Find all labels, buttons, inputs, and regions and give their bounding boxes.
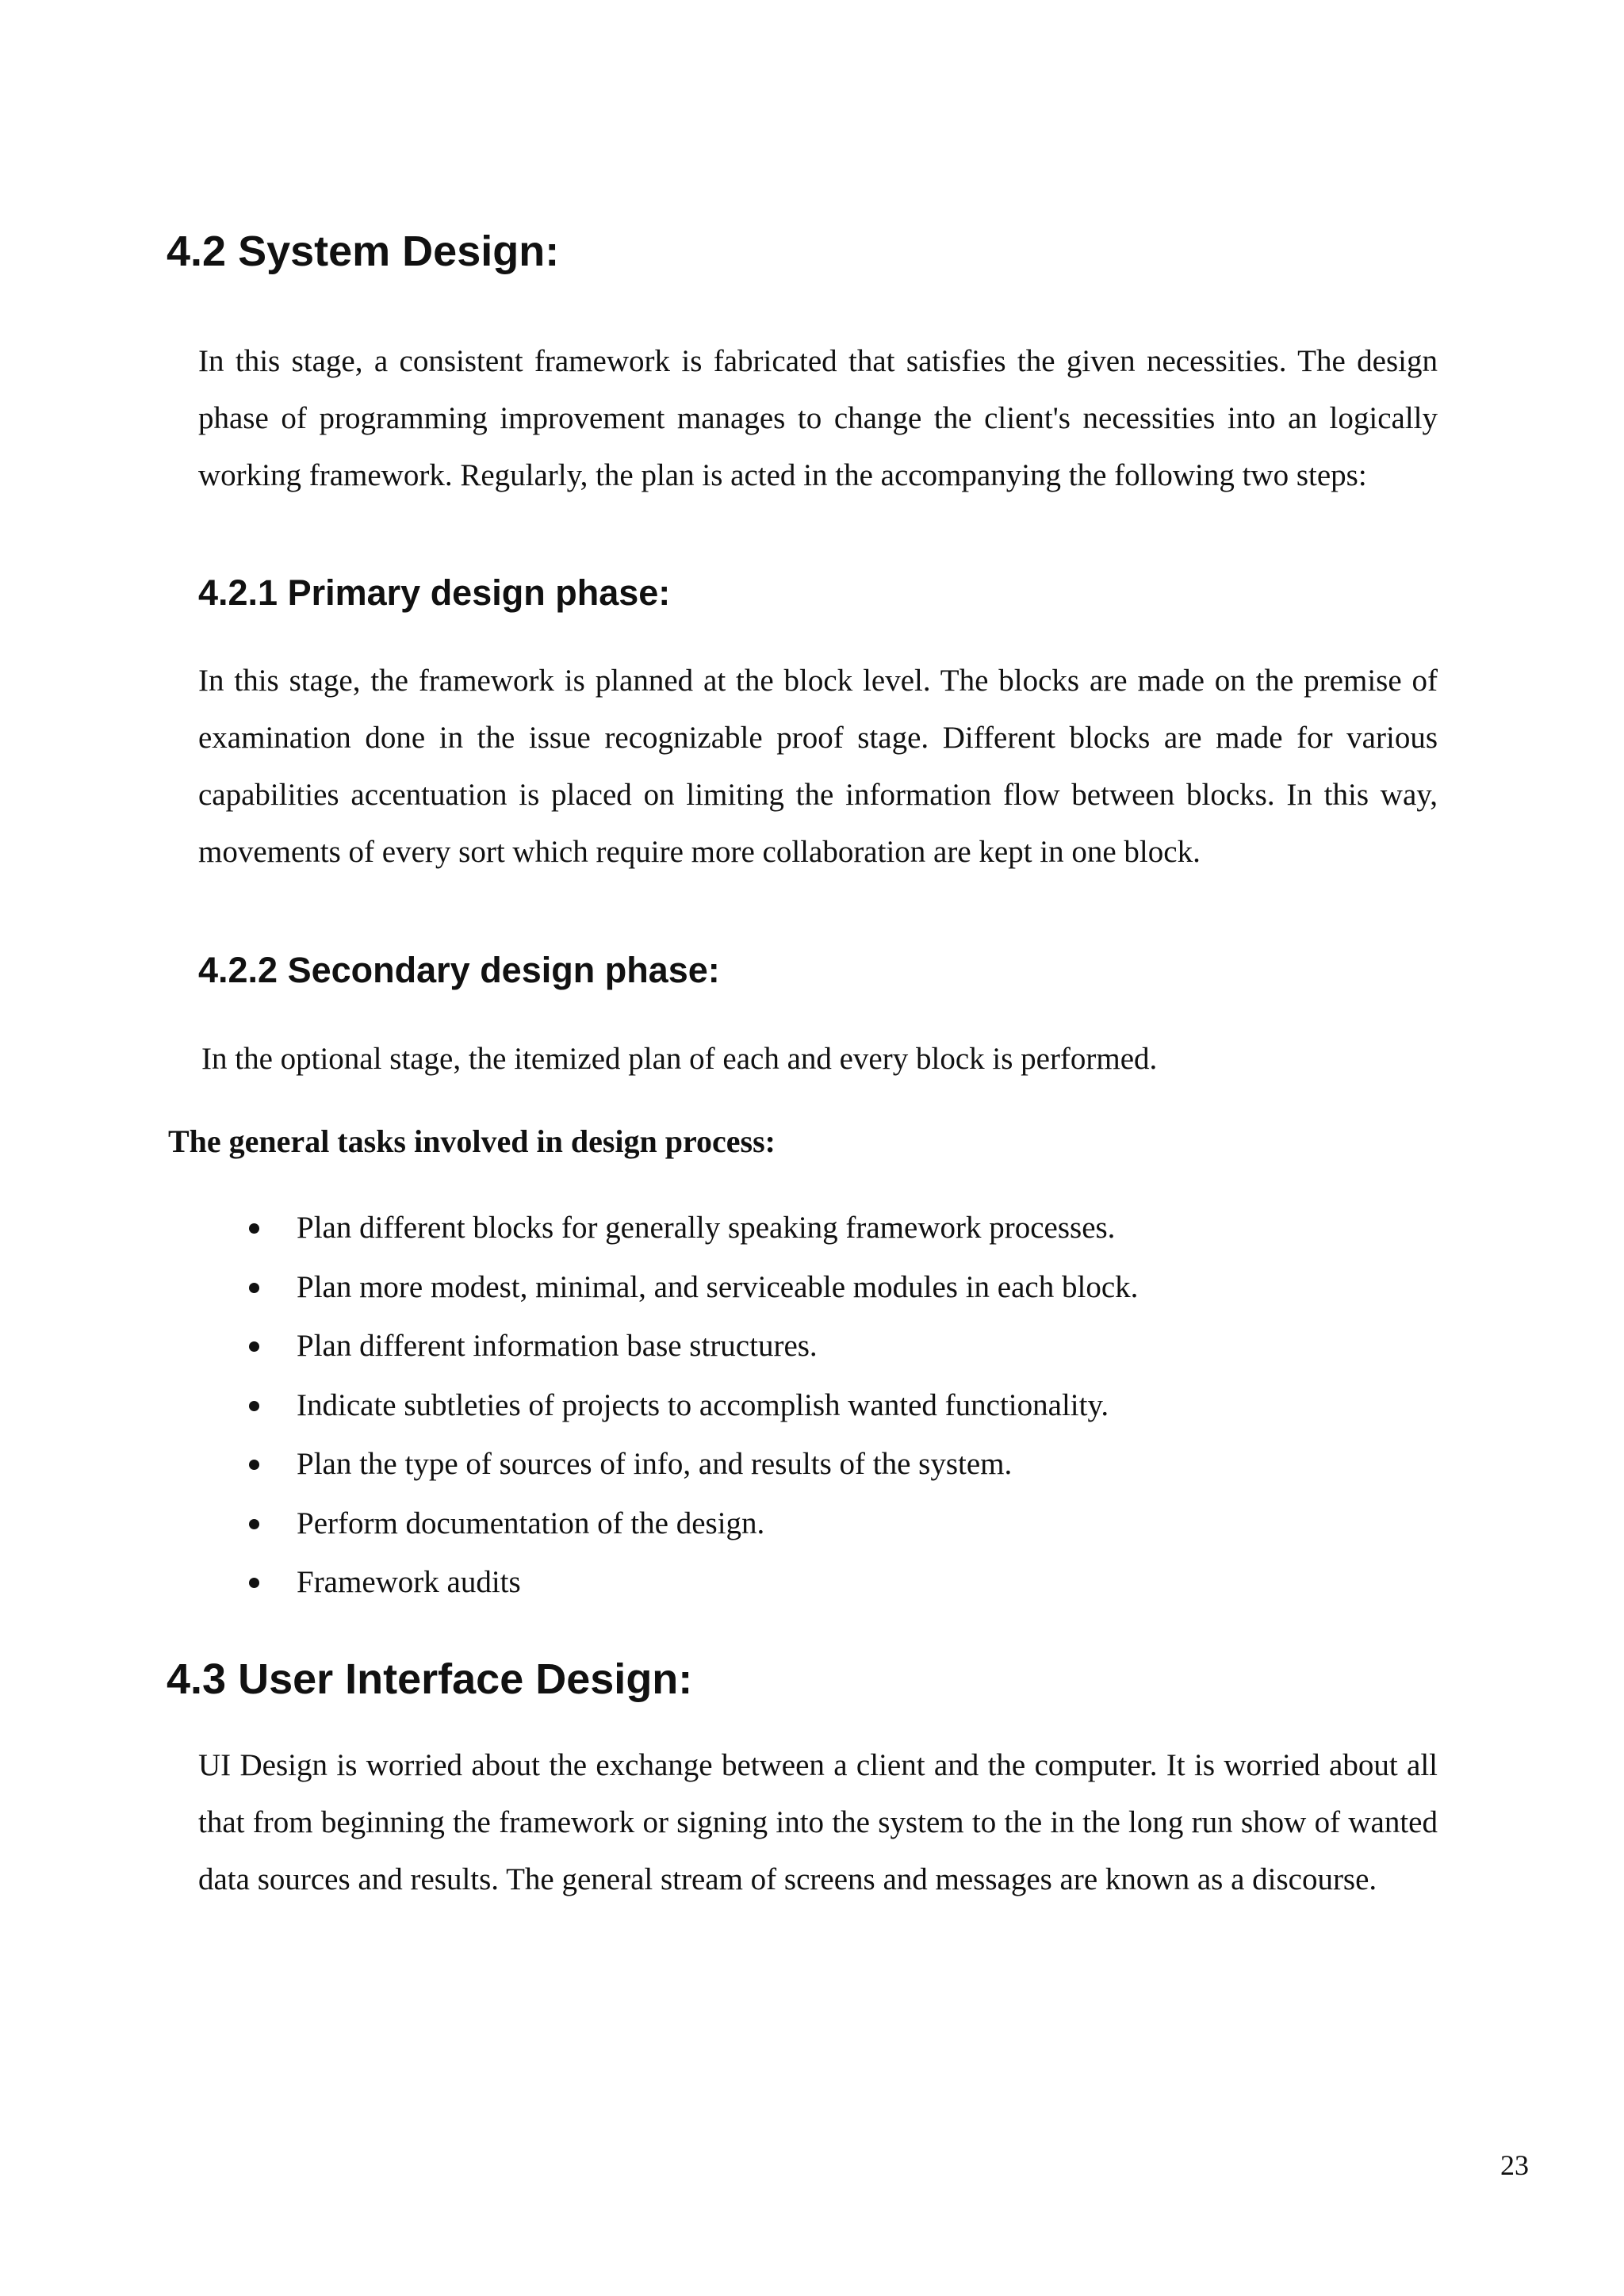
section-4-2-paragraph: In this stage, a consistent framework is fabricated that satisfies the given necessities. The design phase of programming improvement manages to change the client's necessities into an logically working framework. Regularly, the plan is acted in the accompanying the following two steps: [198, 344, 1438, 492]
bullet-icon [249, 1578, 259, 1588]
list-item [238, 1376, 1138, 1436]
section-4-2-2-heading: 4.2.2 Secondary design phase: [198, 950, 720, 990]
tasks-label: The general tasks involved in design process: [168, 1123, 776, 1159]
list-item [238, 1553, 1138, 1613]
section-4-2-2-paragraph: In the optional stage, the itemized plan of each and every block is performed. [201, 1042, 1158, 1076]
list-item-text: Perform documentation of the design. [297, 1506, 765, 1540]
list-item-text: Plan more modest, minimal, and serviceable modules in each block. [297, 1269, 1139, 1304]
list-item [238, 1258, 1138, 1318]
section-4-2-1-paragraph: In this stage, the framework is planned at the block level. The blocks are made on the premise of examination done in the issue recognizable proof stage. Different blocks are made for various capabilities accentuation is placed on limiting the information flow between blocks. In this way, movements of every sort which require more collaboration are kept in one block. [198, 664, 1438, 869]
bullet-icon [249, 1401, 259, 1411]
bullet-icon [249, 1283, 259, 1293]
list-item [238, 1494, 1138, 1554]
section-4-3-paragraph: UI Design is worried about the exchange between a client and the computer. It is worried about all that from beginning the framework or signing into the system to the in the long run show of wanted data sources and results. The general stream of screens and messages are known as a discourse. [198, 1748, 1438, 1896]
bullet-icon [249, 1519, 259, 1529]
section-4-3-heading: 4.3 User Interface Design: [167, 1655, 693, 1703]
list-item-text: Plan different information base structures. [297, 1329, 818, 1363]
list-item-text: Plan the type of sources of info, and results of the system. [297, 1447, 1013, 1481]
list-item [238, 1435, 1138, 1494]
list-item [238, 1199, 1138, 1258]
list-item [238, 1317, 1138, 1376]
section-4-2-heading: 4.2 System Design: [167, 228, 560, 275]
list-item-text: Indicate subtleties of projects to accomplish wanted functionality. [297, 1387, 1109, 1422]
bullet-icon [249, 1460, 259, 1470]
tasks-list [238, 1199, 1138, 1613]
section-4-2-1-heading: 4.2.1 Primary design phase: [198, 572, 671, 613]
list-item-text: Framework audits [297, 1565, 521, 1599]
list-item-text: Plan different blocks for generally speaking framework processes. [297, 1211, 1116, 1245]
page-number: 23 [1500, 2149, 1529, 2181]
bullet-icon [249, 1223, 259, 1234]
bullet-icon [249, 1341, 259, 1352]
